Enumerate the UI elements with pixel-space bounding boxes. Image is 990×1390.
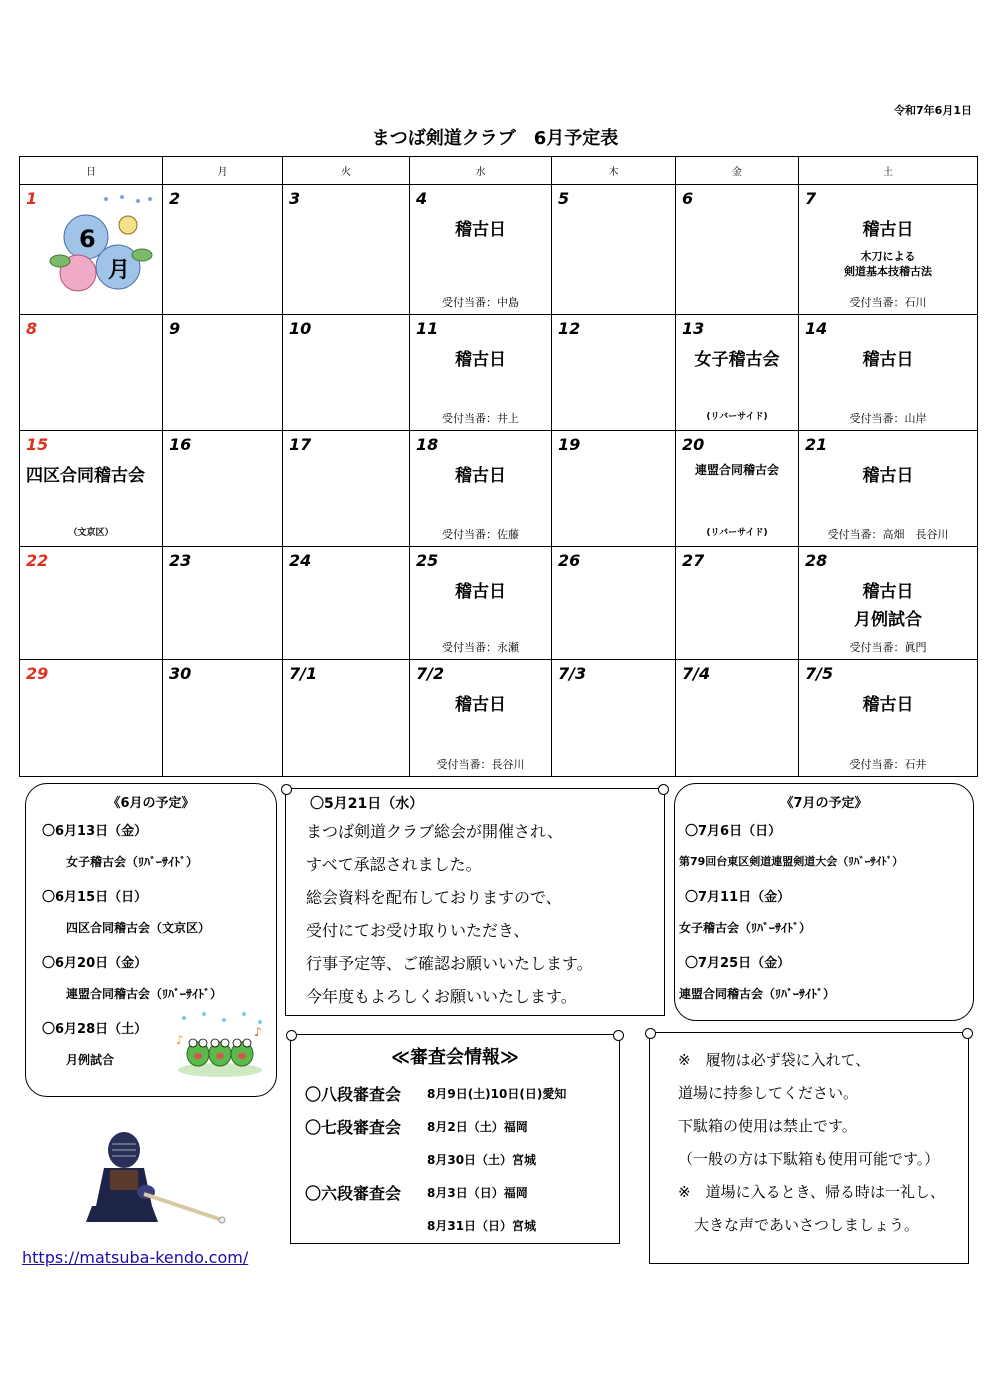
calendar-day-cell — [552, 185, 676, 315]
july-line: 連盟合同稽古会（ﾘﾊﾞｰｻｲﾄﾞ） — [679, 987, 836, 1001]
day-number: 22 — [26, 551, 49, 570]
calendar-week-row — [20, 185, 978, 315]
day-number: 6 — [682, 189, 694, 208]
day-number: 7/4 — [682, 664, 711, 683]
june-line: 月例試合 — [66, 1053, 115, 1067]
exam-row-label: 〇七段審査会 — [305, 1118, 402, 1137]
kendo-player-illustration — [86, 1122, 226, 1232]
reception-duty: 受付当番：井上 — [442, 412, 519, 425]
calendar-week-row — [20, 547, 978, 660]
event-title: 稽古日 — [455, 582, 506, 602]
day-number: 11 — [416, 319, 439, 338]
day-number: 3 — [289, 189, 301, 208]
june-line: 〇6月15日（日） — [42, 890, 148, 905]
reception-duty: 受付当番：高畑 長谷川 — [827, 528, 949, 541]
day-number: 7/2 — [416, 664, 445, 683]
day-number: 28 — [805, 551, 828, 570]
event-title: 稽古日 — [862, 582, 914, 602]
issue-date: 令和7年6月1日 — [894, 104, 972, 117]
calendar-day-cell — [799, 431, 978, 547]
website-link[interactable]: https://matsuba-kendo.com/ — [22, 1248, 249, 1267]
exam-row-text: 8月30日（土）宮城 — [427, 1153, 537, 1167]
june-line: 〇6月28日（土） — [42, 1022, 148, 1037]
weekday-header-row — [20, 157, 978, 185]
day-number: 21 — [805, 435, 828, 454]
calendar-day-cell — [676, 315, 799, 431]
notice-line: まつば剣道クラブ総会が開催され、 — [306, 822, 563, 841]
reception-duty: 受付当番：中島 — [442, 296, 519, 309]
day-number: 2 — [169, 189, 181, 208]
weekday-label: 土 — [799, 157, 978, 185]
general-meeting-notice — [285, 788, 665, 1016]
calendar-day-cell — [163, 431, 283, 547]
notice-line: 受付にてお受け取りいただき、 — [306, 921, 530, 940]
july-schedule-box — [674, 783, 974, 1021]
reception-duty: 受付当番：佐藤 — [442, 528, 519, 541]
june-schedule-box — [25, 783, 277, 1097]
calendar-day-cell — [283, 315, 410, 431]
calendar-week-row — [20, 431, 978, 547]
day-number: 24 — [289, 551, 312, 570]
weekday-label: 水 — [410, 157, 552, 185]
weekday-label: 日 — [20, 157, 163, 185]
day-number: 13 — [682, 319, 705, 338]
july-schedule-heading: 《7月の予定》 — [780, 796, 868, 811]
exam-row-label: 〇六段審査会 — [305, 1184, 402, 1203]
day-number: 26 — [558, 551, 581, 570]
day-number: 16 — [169, 435, 192, 454]
notice-line: すべて承認されました。 — [306, 855, 482, 874]
june-schedule-heading: 《6月の予定》 — [107, 796, 195, 811]
day-number: 7/1 — [289, 664, 318, 683]
day-number: 23 — [169, 551, 192, 570]
reception-duty: 受付当番：長谷川 — [436, 758, 525, 771]
july-line: 女子稽古会（ﾘﾊﾞｰｻｲﾄﾞ） — [679, 921, 812, 935]
calendar-day-cell — [283, 431, 410, 547]
calendar-day-cell — [20, 547, 163, 660]
day-number: 27 — [682, 551, 705, 570]
exam-row-text: 8月31日（日）宮城 — [427, 1219, 537, 1233]
event-title: 稽古日 — [455, 220, 506, 240]
day-number: 7/3 — [558, 664, 587, 683]
exam-row-text: 8月2日（土）福岡 — [427, 1120, 528, 1134]
calendar-day-cell — [676, 431, 799, 547]
weekday-label: 金 — [676, 157, 799, 185]
day-number: 1 — [26, 189, 38, 208]
event-title: 連盟合同稽古会 — [694, 463, 779, 477]
exam-row-label: 〇八段審査会 — [305, 1085, 402, 1104]
calendar-day-cell — [676, 547, 799, 660]
calendar-day-cell — [163, 547, 283, 660]
calendar-day-cell — [552, 660, 676, 777]
day-number: 10 — [289, 319, 312, 338]
day-number: 8 — [26, 319, 38, 338]
calendar-day-cell — [552, 547, 676, 660]
event-title: 稽古日 — [862, 466, 914, 486]
reception-duty: 受付当番：山岸 — [849, 412, 927, 425]
rules-line: 下駄箱の使用は禁止です。 — [678, 1117, 857, 1135]
frog-chorus-illustration — [174, 1010, 266, 1080]
calendar-day-cell — [410, 315, 552, 431]
calendar-day-cell — [20, 185, 163, 315]
day-number: 30 — [169, 664, 192, 683]
calendar-week-row — [20, 315, 978, 431]
day-number: 15 — [26, 435, 49, 454]
event-location: (リバーサイド) — [706, 412, 768, 422]
event-title: 稽古日 — [455, 466, 506, 486]
june-line: 〇6月20日（金） — [42, 956, 148, 971]
hydrangea-june-illustration — [46, 191, 158, 307]
reception-duty: 受付当番：石川 — [849, 296, 927, 309]
event-title: 稽古日 — [862, 695, 914, 715]
calendar-day-cell — [799, 315, 978, 431]
day-number: 17 — [289, 435, 312, 454]
calendar-day-cell — [283, 547, 410, 660]
event-title: 稽古日 — [862, 220, 914, 240]
svg-text:月: 月 — [108, 258, 131, 283]
page-title: まつば剣道クラブ 6月予定表 — [371, 128, 619, 149]
july-line: 第79回台東区剣道連盟剣道大会（ﾘﾊﾞｰｻｲﾄﾞ） — [679, 855, 904, 868]
calendar-day-cell — [410, 431, 552, 547]
calendar-day-cell — [799, 185, 978, 315]
notice-line: 今年度もよろしくお願いいたします。 — [306, 987, 577, 1006]
notice-line: 〇5月21日（水） — [310, 796, 424, 812]
event-location: (リバーサイド) — [706, 528, 768, 538]
calendar-day-cell — [163, 185, 283, 315]
dojo-rules-scroll — [649, 1032, 969, 1264]
notice-line: 総会資料を配布しておりますので、 — [306, 888, 562, 907]
rules-line: ※ 道場に入るとき、帰る時は一礼し、 — [678, 1183, 945, 1201]
rules-line: ※ 履物は必ず袋に入れて、 — [678, 1051, 871, 1069]
event-location: （文京区） — [68, 528, 114, 538]
rules-line: （一般の方は下駄箱も使用可能です。） — [678, 1150, 940, 1168]
calendar-day-cell — [410, 660, 552, 777]
event-title: 稽古日 — [862, 350, 914, 370]
calendar-day-cell — [163, 315, 283, 431]
event-title: 稽古日 — [455, 695, 506, 715]
july-line: 〇7月6日（日） — [685, 824, 782, 839]
reception-duty: 受付当番：永瀬 — [442, 641, 519, 654]
reception-duty: 受付当番：眞門 — [849, 641, 927, 654]
svg-text:♪: ♪ — [176, 1033, 184, 1047]
june-line: 〇6月13日（金） — [42, 824, 148, 839]
calendar-day-cell — [552, 315, 676, 431]
day-number: 4 — [416, 189, 428, 208]
june-line: 女子稽古会（ﾘﾊﾞｰｻｲﾄﾞ） — [66, 855, 199, 869]
event-note: 木刀による 剣道基本技稽古法 — [844, 250, 932, 278]
day-number: 7 — [805, 189, 817, 208]
event-title-secondary: 月例試合 — [854, 610, 922, 630]
calendar-week-row — [20, 660, 978, 777]
day-number: 12 — [558, 319, 581, 338]
day-number: 18 — [416, 435, 439, 454]
day-number: 19 — [558, 435, 581, 454]
svg-text:♪: ♪ — [254, 1025, 262, 1039]
event-title: 女子稽古会 — [694, 350, 780, 370]
calendar-day-cell — [283, 660, 410, 777]
july-line: 〇7月11日（金） — [685, 890, 791, 905]
calendar-table — [19, 156, 978, 777]
calendar-day-cell — [163, 660, 283, 777]
day-number: 7/5 — [805, 664, 834, 683]
event-title: 稽古日 — [455, 350, 506, 370]
exam-row-text: 8月3日（日）福岡 — [427, 1186, 528, 1200]
notice-line: 行事予定等、ご確認お願いいたします。 — [306, 954, 593, 973]
day-number: 20 — [682, 435, 705, 454]
calendar-day-cell — [676, 660, 799, 777]
reception-duty: 受付当番：石井 — [849, 758, 927, 771]
exam-row-text: 8月9日(土)10日(日)愛知 — [427, 1087, 567, 1101]
calendar-day-cell — [799, 547, 978, 660]
svg-text:6: 6 — [79, 225, 96, 253]
exam-heading: ≪審査会情報≫ — [391, 1047, 519, 1068]
calendar-day-cell — [20, 431, 163, 547]
day-number: 25 — [416, 551, 439, 570]
day-number: 14 — [805, 319, 828, 338]
exam-info-scroll — [290, 1034, 620, 1244]
calendar-day-cell — [410, 185, 552, 315]
calendar-day-cell — [676, 185, 799, 315]
calendar-day-cell — [410, 547, 552, 660]
calendar-day-cell — [20, 660, 163, 777]
rules-line: 道場に持参してください。 — [678, 1084, 859, 1102]
event-title: 四区合同稽古会 — [26, 466, 145, 486]
june-line: 連盟合同稽古会（ﾘﾊﾞｰｻｲﾄﾞ） — [66, 987, 223, 1001]
day-number: 29 — [26, 664, 49, 683]
july-line: 〇7月25日（金） — [685, 956, 791, 971]
weekday-label: 火 — [283, 157, 410, 185]
june-line: 四区合同稽古会（文京区） — [66, 921, 211, 935]
calendar-day-cell — [283, 185, 410, 315]
weekday-label: 月 — [163, 157, 283, 185]
rules-line: 大きな声であいさつしましょう。 — [694, 1216, 920, 1234]
calendar-day-cell — [799, 660, 978, 777]
calendar-day-cell — [552, 431, 676, 547]
calendar-day-cell — [20, 315, 163, 431]
day-number: 5 — [558, 189, 570, 208]
weekday-label: 木 — [552, 157, 676, 185]
day-number: 9 — [169, 319, 181, 338]
